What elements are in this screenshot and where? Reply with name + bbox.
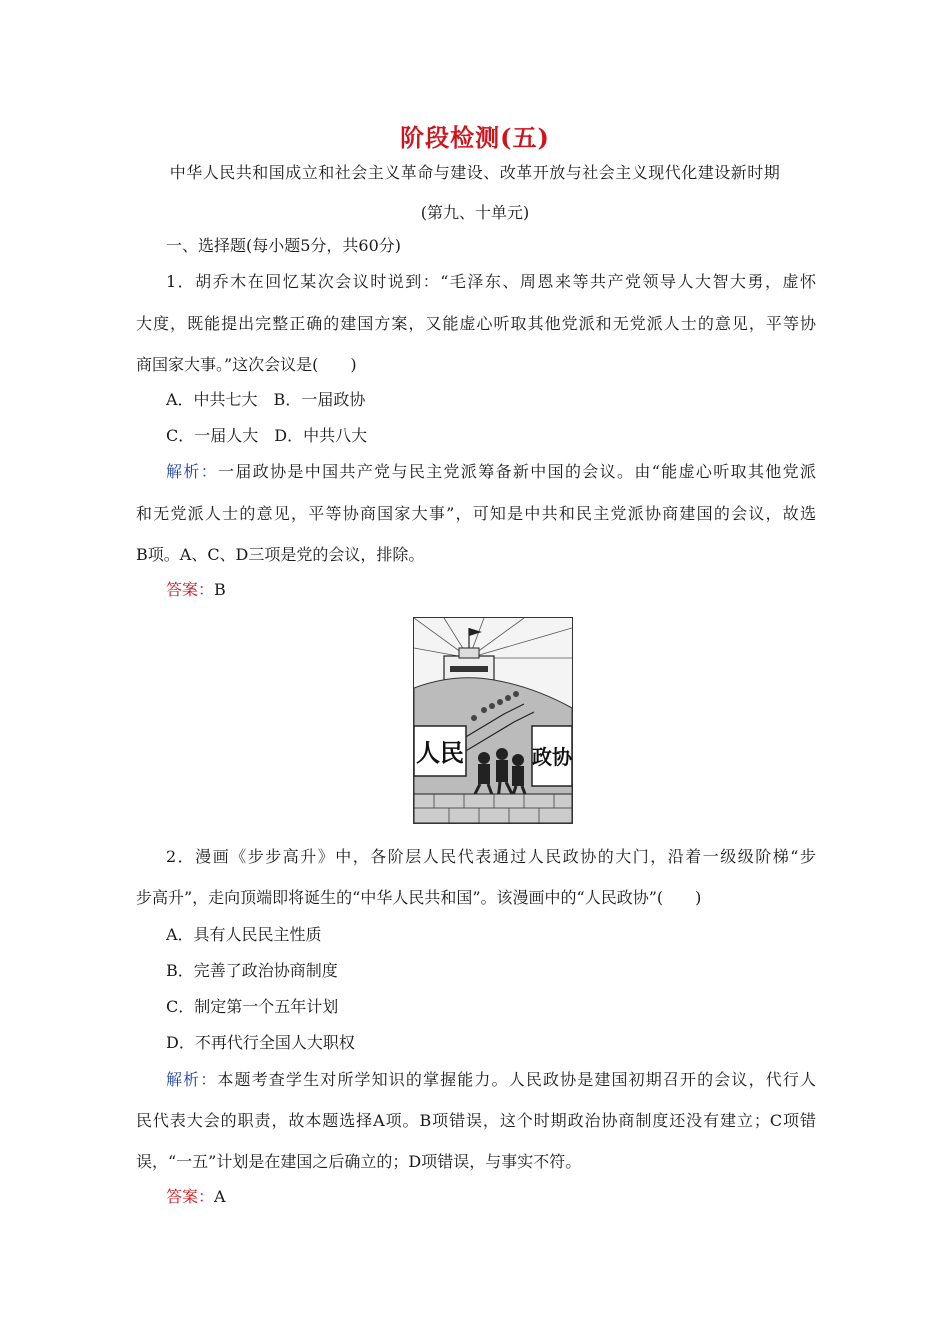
q1-analysis-label: 解析： [166,462,219,481]
q2-answer-value: A [214,1187,226,1206]
q1-options-line-2: C．一届人大 D．中共八大 [166,426,368,445]
q2-analysis-line-2: 民代表大会的职责，故本题选择A项。B项错误，这个时期政治协商制度还没有建立；C项错 [136,1111,816,1130]
q1-answer-label: 答案： [166,580,215,599]
q2-analysis-line-3: 误，“一五”计划是在建国之后确立的；D项错误，与事实不符。 [136,1152,582,1171]
q2-stem-line-1: 2．漫画《步步高升》中，各阶层人民代表通过人民政协的大门，沿着一级级阶梯“步 [166,847,816,866]
q2-answer-label: 答案： [166,1187,215,1206]
q2-option-c: C．制定第一个五年计划 [166,997,339,1016]
q1-answer [166,580,816,600]
q2-option-b: B．完善了政治协商制度 [166,961,338,980]
q1-analysis-line-2: 和无党派人士的意见，平等协商国家大事”，可知是中共和民主党派协商建国的会议，故选 [136,504,816,523]
q2-option-d: D．不再代行全国人大职权 [166,1033,355,1052]
q2-stem-line-2: 步高升”，走向顶端即将诞生的“中华人民共和国”。该漫画中的“人民政协”( ) [136,888,702,907]
cartoon-illustration [413,617,573,824]
q2-answer [166,1187,816,1207]
q1-stem-line-2: 大度，既能提出完整正确的建国方案，又能虚心听取其他党派和无党派人士的意见，平等协 [136,314,816,333]
q2-option-a: A．具有人民民主性质 [166,925,322,944]
q1-analysis-text-1: 一届政协是中国共产党与民主党派筹备新中国的会议。由“能虚心听取其他党派 [218,462,816,481]
q2-analysis-label: 解析： [166,1070,218,1089]
q1-analysis-line-1 [166,462,816,482]
q2-analysis-text-1: 本题考查学生对所学知识的掌握能力。人民政协是建国初期召开的会议，代行人 [217,1070,816,1089]
section-heading: 一、选择题(每小题5分，共60分) [166,236,402,255]
figure-left-text: 人民 [416,739,464,767]
q1-stem-line-1: 1．胡乔木在回忆某次会议时说到：“毛泽东、周恩来等共产党领导人大智大勇，虚怀 [166,272,816,291]
page-title: 阶段检测(五) [400,123,550,152]
q1-answer-value: B [214,580,226,599]
q1-stem-line-3: 商国家大事。”这次会议是( ) [136,355,357,374]
page-subtitle: 中华人民共和国成立和社会主义革命与建设、改革开放与社会主义现代化建设新时期 [169,163,781,182]
q2-analysis-line-1 [166,1070,816,1090]
figure-right-text: 政协 [532,745,572,769]
q1-options-line-1: A．中共七大 B．一届政协 [166,390,366,409]
q1-analysis-line-3: B项。A、C、D三项是党的会议，排除。 [136,545,425,564]
unit-range: (第九、十单元) [420,203,530,222]
